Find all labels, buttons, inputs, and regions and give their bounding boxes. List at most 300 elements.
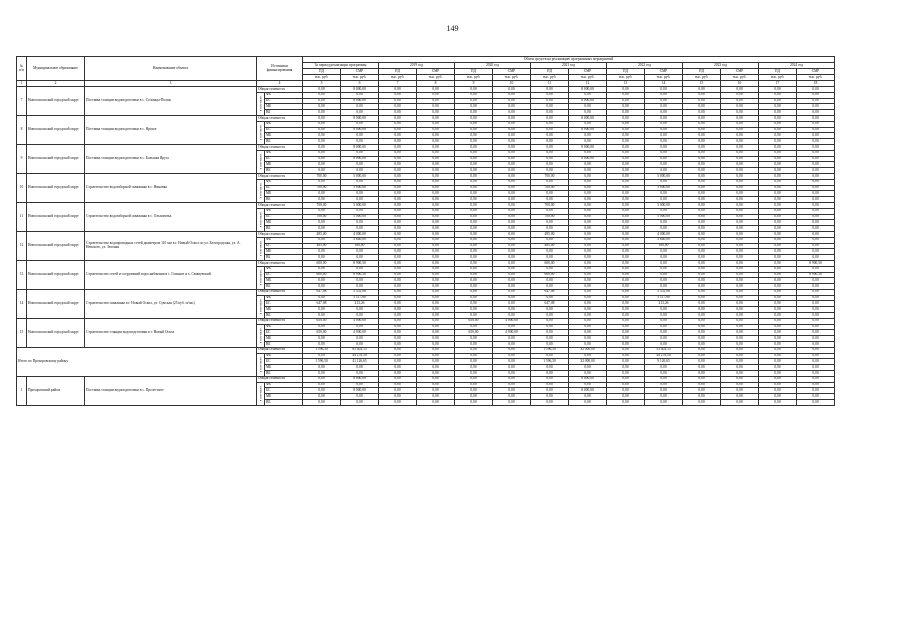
value-cell: 0,00 bbox=[607, 347, 645, 353]
value-cell: 0,00 bbox=[607, 278, 645, 284]
value-cell: 0,00 bbox=[531, 365, 569, 371]
value-cell: 0,00 bbox=[645, 87, 683, 93]
value-cell: 0,00 bbox=[607, 376, 645, 382]
value-cell: 0,00 bbox=[493, 110, 531, 116]
value-cell: 0,00 bbox=[531, 115, 569, 121]
value-cell: 8 000,00 bbox=[341, 376, 379, 382]
value-cell: 0,00 bbox=[531, 162, 569, 168]
value-cell: 0,00 bbox=[417, 179, 455, 185]
value-cell: 0,00 bbox=[303, 110, 341, 116]
value-cell: 0,00 bbox=[531, 376, 569, 382]
value-cell: 0,00 bbox=[797, 324, 835, 330]
source-label: ФБ bbox=[265, 121, 303, 127]
value-cell: 5 000,00 bbox=[645, 214, 683, 220]
value-cell: 0,00 bbox=[607, 226, 645, 232]
value-cell: 0,00 bbox=[683, 272, 721, 278]
source-label: МБ bbox=[265, 133, 303, 139]
value-cell: 1 596,50 bbox=[303, 359, 341, 365]
header-col-number: 13 bbox=[607, 81, 645, 87]
value-cell: 0,00 bbox=[759, 179, 797, 185]
value-cell: 0,00 bbox=[303, 226, 341, 232]
value-cell: 650,00 bbox=[455, 318, 493, 324]
value-cell: 0,00 bbox=[417, 324, 455, 330]
program-funding-table bbox=[16, 56, 835, 406]
value-cell: 0,00 bbox=[683, 104, 721, 110]
value-cell: 0,00 bbox=[531, 110, 569, 116]
value-cell: 0,00 bbox=[493, 202, 531, 208]
value-cell: 0,00 bbox=[607, 365, 645, 371]
value-cell: 0,00 bbox=[721, 243, 759, 249]
in-total-vertical-label: в том числе: bbox=[257, 266, 265, 289]
value-cell: 0,00 bbox=[759, 365, 797, 371]
value-cell: 0,00 bbox=[455, 388, 493, 394]
value-cell: 0,00 bbox=[569, 365, 607, 371]
value-cell: 0,00 bbox=[303, 104, 341, 110]
value-cell: 0,00 bbox=[721, 144, 759, 150]
value-cell: 0,00 bbox=[493, 197, 531, 203]
value-cell: 0,00 bbox=[569, 342, 607, 348]
value-cell: 0,00 bbox=[493, 284, 531, 290]
in-total-vertical-label: в том числе: bbox=[257, 208, 265, 231]
municipality: Новооскольский городской округ bbox=[27, 289, 85, 318]
value-cell: 0,00 bbox=[531, 226, 569, 232]
value-cell: 1 596,50 bbox=[303, 347, 341, 353]
value-cell: 0,00 bbox=[759, 295, 797, 301]
object-name: Поставка станции водоподготовки в с. Солонцы-Полян bbox=[85, 87, 257, 116]
value-cell: 0,00 bbox=[797, 191, 835, 197]
value-cell: 0,00 bbox=[607, 179, 645, 185]
value-cell: 0,00 bbox=[303, 208, 341, 214]
row-number: 9 bbox=[17, 144, 27, 173]
value-cell: 32 000,00 bbox=[569, 347, 607, 353]
value-cell: 0,00 bbox=[607, 150, 645, 156]
value-cell: 0,00 bbox=[607, 382, 645, 388]
value-cell: 0,00 bbox=[607, 284, 645, 290]
value-cell: 0,00 bbox=[759, 359, 797, 365]
value-cell: 0,00 bbox=[683, 115, 721, 121]
value-cell: 0,00 bbox=[531, 371, 569, 377]
value-cell: 0,00 bbox=[645, 400, 683, 406]
value-cell: 0,00 bbox=[455, 313, 493, 319]
source-label: ФБ bbox=[265, 382, 303, 388]
value-cell: 0,00 bbox=[569, 150, 607, 156]
value-cell: 0,00 bbox=[645, 388, 683, 394]
value-cell: 0,00 bbox=[569, 104, 607, 110]
value-cell: 0,00 bbox=[607, 98, 645, 104]
in-total-vertical-label: в том числе: bbox=[257, 324, 265, 347]
object-name: Поставка станции водоподготовки в с. Большая Яруга bbox=[85, 144, 257, 173]
source-label: ФБ bbox=[265, 150, 303, 156]
value-cell: 0,00 bbox=[797, 110, 835, 116]
header-pd: ПД bbox=[379, 69, 417, 75]
value-cell: 0,00 bbox=[531, 249, 569, 255]
header-unit: тыс. руб. bbox=[683, 75, 721, 81]
value-cell: 0,00 bbox=[683, 313, 721, 319]
value-cell: 0,00 bbox=[303, 313, 341, 319]
value-cell: 0,00 bbox=[569, 371, 607, 377]
source-label: ВБ bbox=[265, 226, 303, 232]
value-cell: 0,00 bbox=[379, 394, 417, 400]
value-cell: 0,00 bbox=[721, 400, 759, 406]
value-cell: 0,00 bbox=[455, 214, 493, 220]
value-cell: 0,00 bbox=[759, 87, 797, 93]
value-cell: 0,00 bbox=[569, 295, 607, 301]
value-cell: 0,00 bbox=[455, 197, 493, 203]
value-cell: 0,00 bbox=[797, 353, 835, 359]
value-cell: 0,00 bbox=[417, 289, 455, 295]
value-cell: 5 000,00 bbox=[341, 202, 379, 208]
value-cell: 0,00 bbox=[341, 249, 379, 255]
value-cell: 0,00 bbox=[531, 353, 569, 359]
header-year: 2020 год bbox=[455, 63, 531, 69]
object-name: Строительство сетей и сооружений водоснабжения в с. Глинное и х. Свищевский bbox=[85, 260, 257, 289]
value-cell: 0,00 bbox=[493, 104, 531, 110]
value-cell: 0,00 bbox=[607, 260, 645, 266]
source-label: МБ bbox=[265, 104, 303, 110]
value-cell: 0,00 bbox=[531, 208, 569, 214]
value-cell: 0,00 bbox=[797, 243, 835, 249]
municipality: Новооскольский городской округ bbox=[27, 260, 85, 289]
value-cell: 0,00 bbox=[797, 179, 835, 185]
value-cell: 0,00 bbox=[493, 139, 531, 145]
value-cell: 0,00 bbox=[683, 324, 721, 330]
value-cell: 0,00 bbox=[379, 243, 417, 249]
value-cell: 0,00 bbox=[607, 301, 645, 307]
value-cell: 0,00 bbox=[417, 139, 455, 145]
value-cell: 0,00 bbox=[721, 156, 759, 162]
value-cell: 0,00 bbox=[683, 376, 721, 382]
header-year: 2024 год bbox=[759, 63, 835, 69]
value-cell: 0,00 bbox=[417, 144, 455, 150]
value-cell: 0,00 bbox=[341, 226, 379, 232]
value-cell: 0,00 bbox=[683, 92, 721, 98]
value-cell: 0,00 bbox=[797, 202, 835, 208]
value-cell: 0,00 bbox=[683, 197, 721, 203]
value-cell: 0,00 bbox=[721, 92, 759, 98]
value-cell: 0,00 bbox=[759, 127, 797, 133]
header-mun: Муниципальное образование bbox=[27, 57, 85, 81]
value-cell: 0,00 bbox=[607, 295, 645, 301]
value-cell: 0,00 bbox=[303, 133, 341, 139]
value-cell: 0,00 bbox=[303, 144, 341, 150]
value-cell: 0,00 bbox=[303, 197, 341, 203]
value-cell: 0,00 bbox=[531, 133, 569, 139]
value-cell: 0,00 bbox=[721, 371, 759, 377]
source-label: ФБ bbox=[265, 179, 303, 185]
value-cell: 0,00 bbox=[759, 121, 797, 127]
value-cell: 0,00 bbox=[607, 139, 645, 145]
value-cell: 8 000,00 bbox=[341, 127, 379, 133]
value-cell: 0,00 bbox=[569, 307, 607, 313]
value-cell: 8 000,00 bbox=[569, 144, 607, 150]
value-cell: 0,00 bbox=[417, 295, 455, 301]
header-col-number: 6 bbox=[341, 81, 379, 87]
value-cell: 0,00 bbox=[721, 104, 759, 110]
value-cell: 0,00 bbox=[721, 139, 759, 145]
value-cell: 0,00 bbox=[683, 284, 721, 290]
value-cell: 0,00 bbox=[493, 92, 531, 98]
value-cell: 0,00 bbox=[341, 278, 379, 284]
value-cell: 0,00 bbox=[759, 197, 797, 203]
value-cell: 5 000,00 bbox=[645, 185, 683, 191]
value-cell: 0,00 bbox=[417, 278, 455, 284]
source-label: Общая стоимость bbox=[257, 347, 303, 353]
value-cell: 0,00 bbox=[569, 394, 607, 400]
value-cell: 8 000,00 bbox=[341, 98, 379, 104]
value-cell: 0,00 bbox=[417, 307, 455, 313]
value-cell: 0,00 bbox=[455, 104, 493, 110]
value-cell: 0,00 bbox=[645, 226, 683, 232]
value-cell: 0,00 bbox=[417, 284, 455, 290]
value-cell: 213,26 bbox=[341, 301, 379, 307]
value-cell: 0,00 bbox=[569, 168, 607, 174]
value-cell: 0,00 bbox=[493, 115, 531, 121]
value-cell: 0,00 bbox=[569, 249, 607, 255]
value-cell: 0,00 bbox=[683, 110, 721, 116]
value-cell: 0,00 bbox=[493, 226, 531, 232]
value-cell: 0,00 bbox=[645, 127, 683, 133]
value-cell: 0,00 bbox=[531, 388, 569, 394]
value-cell: 0,00 bbox=[303, 266, 341, 272]
value-cell: 600,00 bbox=[303, 260, 341, 266]
value-cell: 0,00 bbox=[721, 202, 759, 208]
value-cell: 0,00 bbox=[379, 179, 417, 185]
value-cell: 0,00 bbox=[493, 133, 531, 139]
value-cell: 0,00 bbox=[455, 237, 493, 243]
value-cell: 0,00 bbox=[455, 359, 493, 365]
value-cell: 0,00 bbox=[417, 249, 455, 255]
value-cell: 0,00 bbox=[607, 289, 645, 295]
object-name: Строительство станции водоподготовки в г. Новый Оскол bbox=[85, 318, 257, 347]
value-cell: 0,00 bbox=[721, 365, 759, 371]
value-cell: 0,00 bbox=[645, 115, 683, 121]
value-cell: 0,00 bbox=[797, 371, 835, 377]
value-cell: 0,00 bbox=[303, 121, 341, 127]
value-cell: 0,00 bbox=[379, 284, 417, 290]
value-cell: 0,00 bbox=[493, 156, 531, 162]
value-cell: 0,00 bbox=[607, 313, 645, 319]
value-cell: 0,00 bbox=[607, 249, 645, 255]
value-cell: 0,00 bbox=[759, 139, 797, 145]
value-cell: 700,00 bbox=[303, 173, 341, 179]
page-number: 149 bbox=[446, 24, 459, 33]
value-cell: 0,00 bbox=[607, 185, 645, 191]
value-cell: 0,00 bbox=[379, 237, 417, 243]
value-cell: 0,00 bbox=[683, 162, 721, 168]
value-cell: 0,00 bbox=[683, 336, 721, 342]
value-cell: 0,00 bbox=[759, 400, 797, 406]
value-cell: 3 840,00 bbox=[645, 237, 683, 243]
header-col-number: 12 bbox=[569, 81, 607, 87]
value-cell: 0,00 bbox=[721, 307, 759, 313]
header-unit: тыс. руб. bbox=[493, 75, 531, 81]
value-cell: 0,00 bbox=[759, 394, 797, 400]
value-cell: 0,00 bbox=[379, 400, 417, 406]
value-cell: 0,00 bbox=[417, 336, 455, 342]
value-cell: 0,00 bbox=[379, 359, 417, 365]
in-total-vertical-label: в том числе: bbox=[257, 92, 265, 115]
value-cell: 0,00 bbox=[493, 400, 531, 406]
header-smr: СМР bbox=[797, 69, 835, 75]
header-smr: СМР bbox=[417, 69, 455, 75]
value-cell: 0,00 bbox=[341, 266, 379, 272]
value-cell: 0,00 bbox=[455, 162, 493, 168]
header-col-number: 14 bbox=[645, 81, 683, 87]
value-cell: 0,00 bbox=[759, 162, 797, 168]
header-year: 2021 год bbox=[531, 63, 607, 69]
source-label: Общая стоимость bbox=[257, 376, 303, 382]
value-cell: 0,00 bbox=[759, 104, 797, 110]
value-cell: 0,00 bbox=[645, 144, 683, 150]
value-cell: 0,00 bbox=[455, 92, 493, 98]
value-cell: 0,00 bbox=[683, 394, 721, 400]
value-cell: 0,00 bbox=[341, 191, 379, 197]
value-cell: 0,00 bbox=[341, 110, 379, 116]
value-cell: 0,00 bbox=[455, 347, 493, 353]
value-cell: 0,00 bbox=[303, 168, 341, 174]
value-cell: 0,00 bbox=[531, 144, 569, 150]
value-cell: 0,00 bbox=[645, 266, 683, 272]
value-cell: 0,00 bbox=[379, 376, 417, 382]
value-cell: 0,00 bbox=[417, 371, 455, 377]
value-cell: 0,00 bbox=[417, 168, 455, 174]
value-cell: 0,00 bbox=[341, 139, 379, 145]
value-cell: 0,00 bbox=[759, 115, 797, 121]
value-cell: 0,00 bbox=[569, 272, 607, 278]
value-cell: 0,00 bbox=[531, 330, 569, 336]
source-label: Общая стоимость bbox=[257, 87, 303, 93]
value-cell: 0,00 bbox=[721, 353, 759, 359]
source-label: Общая стоимость bbox=[257, 144, 303, 150]
value-cell: 0,00 bbox=[683, 295, 721, 301]
value-cell: 0,00 bbox=[759, 382, 797, 388]
value-cell: 0,00 bbox=[645, 342, 683, 348]
source-label: МБ bbox=[265, 365, 303, 371]
value-cell: 700,00 bbox=[531, 173, 569, 179]
value-cell: 0,00 bbox=[721, 208, 759, 214]
value-cell: 0,00 bbox=[797, 376, 835, 382]
value-cell: 0,00 bbox=[683, 121, 721, 127]
total-label: Итого по Прохоровскому району bbox=[17, 347, 257, 376]
value-cell: 0,00 bbox=[379, 255, 417, 261]
value-cell: 0,00 bbox=[797, 255, 835, 261]
value-cell: 0,00 bbox=[303, 191, 341, 197]
value-cell: 0,00 bbox=[607, 324, 645, 330]
value-cell: 0,00 bbox=[303, 376, 341, 382]
value-cell: 8 900,50 bbox=[797, 272, 835, 278]
value-cell: 0,00 bbox=[683, 98, 721, 104]
value-cell: 0,00 bbox=[417, 115, 455, 121]
value-cell: 0,00 bbox=[341, 208, 379, 214]
value-cell: 9 126,65 bbox=[645, 359, 683, 365]
object-name: Строительство водопроводных сетей диаметром 110 мм в г. Новый Оскол по ул. Белгородская, ул. А. Невского, ул. Зеленая bbox=[85, 231, 257, 260]
value-cell: 0,00 bbox=[417, 226, 455, 232]
value-cell: 0,00 bbox=[721, 87, 759, 93]
value-cell: 0,00 bbox=[607, 359, 645, 365]
value-cell: 0,00 bbox=[683, 220, 721, 226]
value-cell: 0,00 bbox=[721, 173, 759, 179]
value-cell: 0,00 bbox=[455, 226, 493, 232]
value-cell: 0,00 bbox=[721, 388, 759, 394]
value-cell: 0,00 bbox=[569, 214, 607, 220]
header-unit: тыс. руб. bbox=[645, 75, 683, 81]
value-cell: 0,00 bbox=[721, 115, 759, 121]
value-cell: 5 000,00 bbox=[341, 214, 379, 220]
value-cell: 44 276,50 bbox=[645, 353, 683, 359]
value-cell: 0,00 bbox=[455, 376, 493, 382]
value-cell: 0,00 bbox=[455, 173, 493, 179]
value-cell: 0,00 bbox=[417, 260, 455, 266]
value-cell: 0,00 bbox=[417, 394, 455, 400]
value-cell: 0,00 bbox=[417, 382, 455, 388]
value-cell: 0,00 bbox=[379, 336, 417, 342]
value-cell: 4 000,00 bbox=[341, 318, 379, 324]
value-cell: 0,00 bbox=[455, 278, 493, 284]
value-cell: 0,00 bbox=[303, 249, 341, 255]
value-cell: 0,00 bbox=[721, 110, 759, 116]
value-cell: 0,00 bbox=[569, 179, 607, 185]
value-cell: 5 117,80 bbox=[341, 295, 379, 301]
value-cell: 0,00 bbox=[759, 307, 797, 313]
value-cell: 0,00 bbox=[759, 376, 797, 382]
value-cell: 0,00 bbox=[455, 191, 493, 197]
source-label: МБ bbox=[265, 278, 303, 284]
value-cell: 0,00 bbox=[607, 342, 645, 348]
value-cell: 0,00 bbox=[341, 133, 379, 139]
value-cell: 0,00 bbox=[303, 255, 341, 261]
value-cell: 0,00 bbox=[797, 168, 835, 174]
value-cell: 0,00 bbox=[531, 336, 569, 342]
value-cell: 0,00 bbox=[645, 394, 683, 400]
source-label: МБ bbox=[265, 249, 303, 255]
value-cell: 0,00 bbox=[493, 313, 531, 319]
value-cell: 0,00 bbox=[797, 173, 835, 179]
header-num: № п/п bbox=[17, 57, 27, 81]
value-cell: 647,08 bbox=[303, 289, 341, 295]
value-cell: 0,00 bbox=[721, 249, 759, 255]
value-cell: 0,00 bbox=[797, 359, 835, 365]
value-cell: 0,00 bbox=[493, 150, 531, 156]
value-cell: 0,00 bbox=[455, 289, 493, 295]
value-cell: 0,00 bbox=[379, 162, 417, 168]
value-cell: 0,00 bbox=[797, 400, 835, 406]
value-cell: 0,00 bbox=[569, 324, 607, 330]
header-unit: тыс. руб. bbox=[379, 75, 417, 81]
value-cell: 0,00 bbox=[797, 307, 835, 313]
value-cell: 0,00 bbox=[645, 260, 683, 266]
value-cell: 4 000,00 bbox=[493, 330, 531, 336]
value-cell: 0,00 bbox=[797, 144, 835, 150]
header-col-number: 2 bbox=[27, 81, 85, 87]
value-cell: 0,00 bbox=[607, 121, 645, 127]
header-unit: тыс. руб. bbox=[531, 75, 569, 81]
value-cell: 0,00 bbox=[493, 353, 531, 359]
header-pd: ПД bbox=[455, 69, 493, 75]
source-label: Общая стоимость bbox=[257, 173, 303, 179]
value-cell: 0,00 bbox=[569, 289, 607, 295]
value-cell: 8 000,00 bbox=[569, 388, 607, 394]
object-name: Поставка станции водоподготовки в с. Ярское bbox=[85, 115, 257, 144]
value-cell: 0,00 bbox=[797, 162, 835, 168]
value-cell: 0,00 bbox=[531, 197, 569, 203]
value-cell: 0,00 bbox=[493, 342, 531, 348]
value-cell: 0,00 bbox=[455, 87, 493, 93]
source-label: ВБ bbox=[265, 139, 303, 145]
value-cell: 0,00 bbox=[607, 330, 645, 336]
source-label: БС bbox=[265, 185, 303, 191]
value-cell: 0,00 bbox=[341, 371, 379, 377]
value-cell: 0,00 bbox=[607, 336, 645, 342]
